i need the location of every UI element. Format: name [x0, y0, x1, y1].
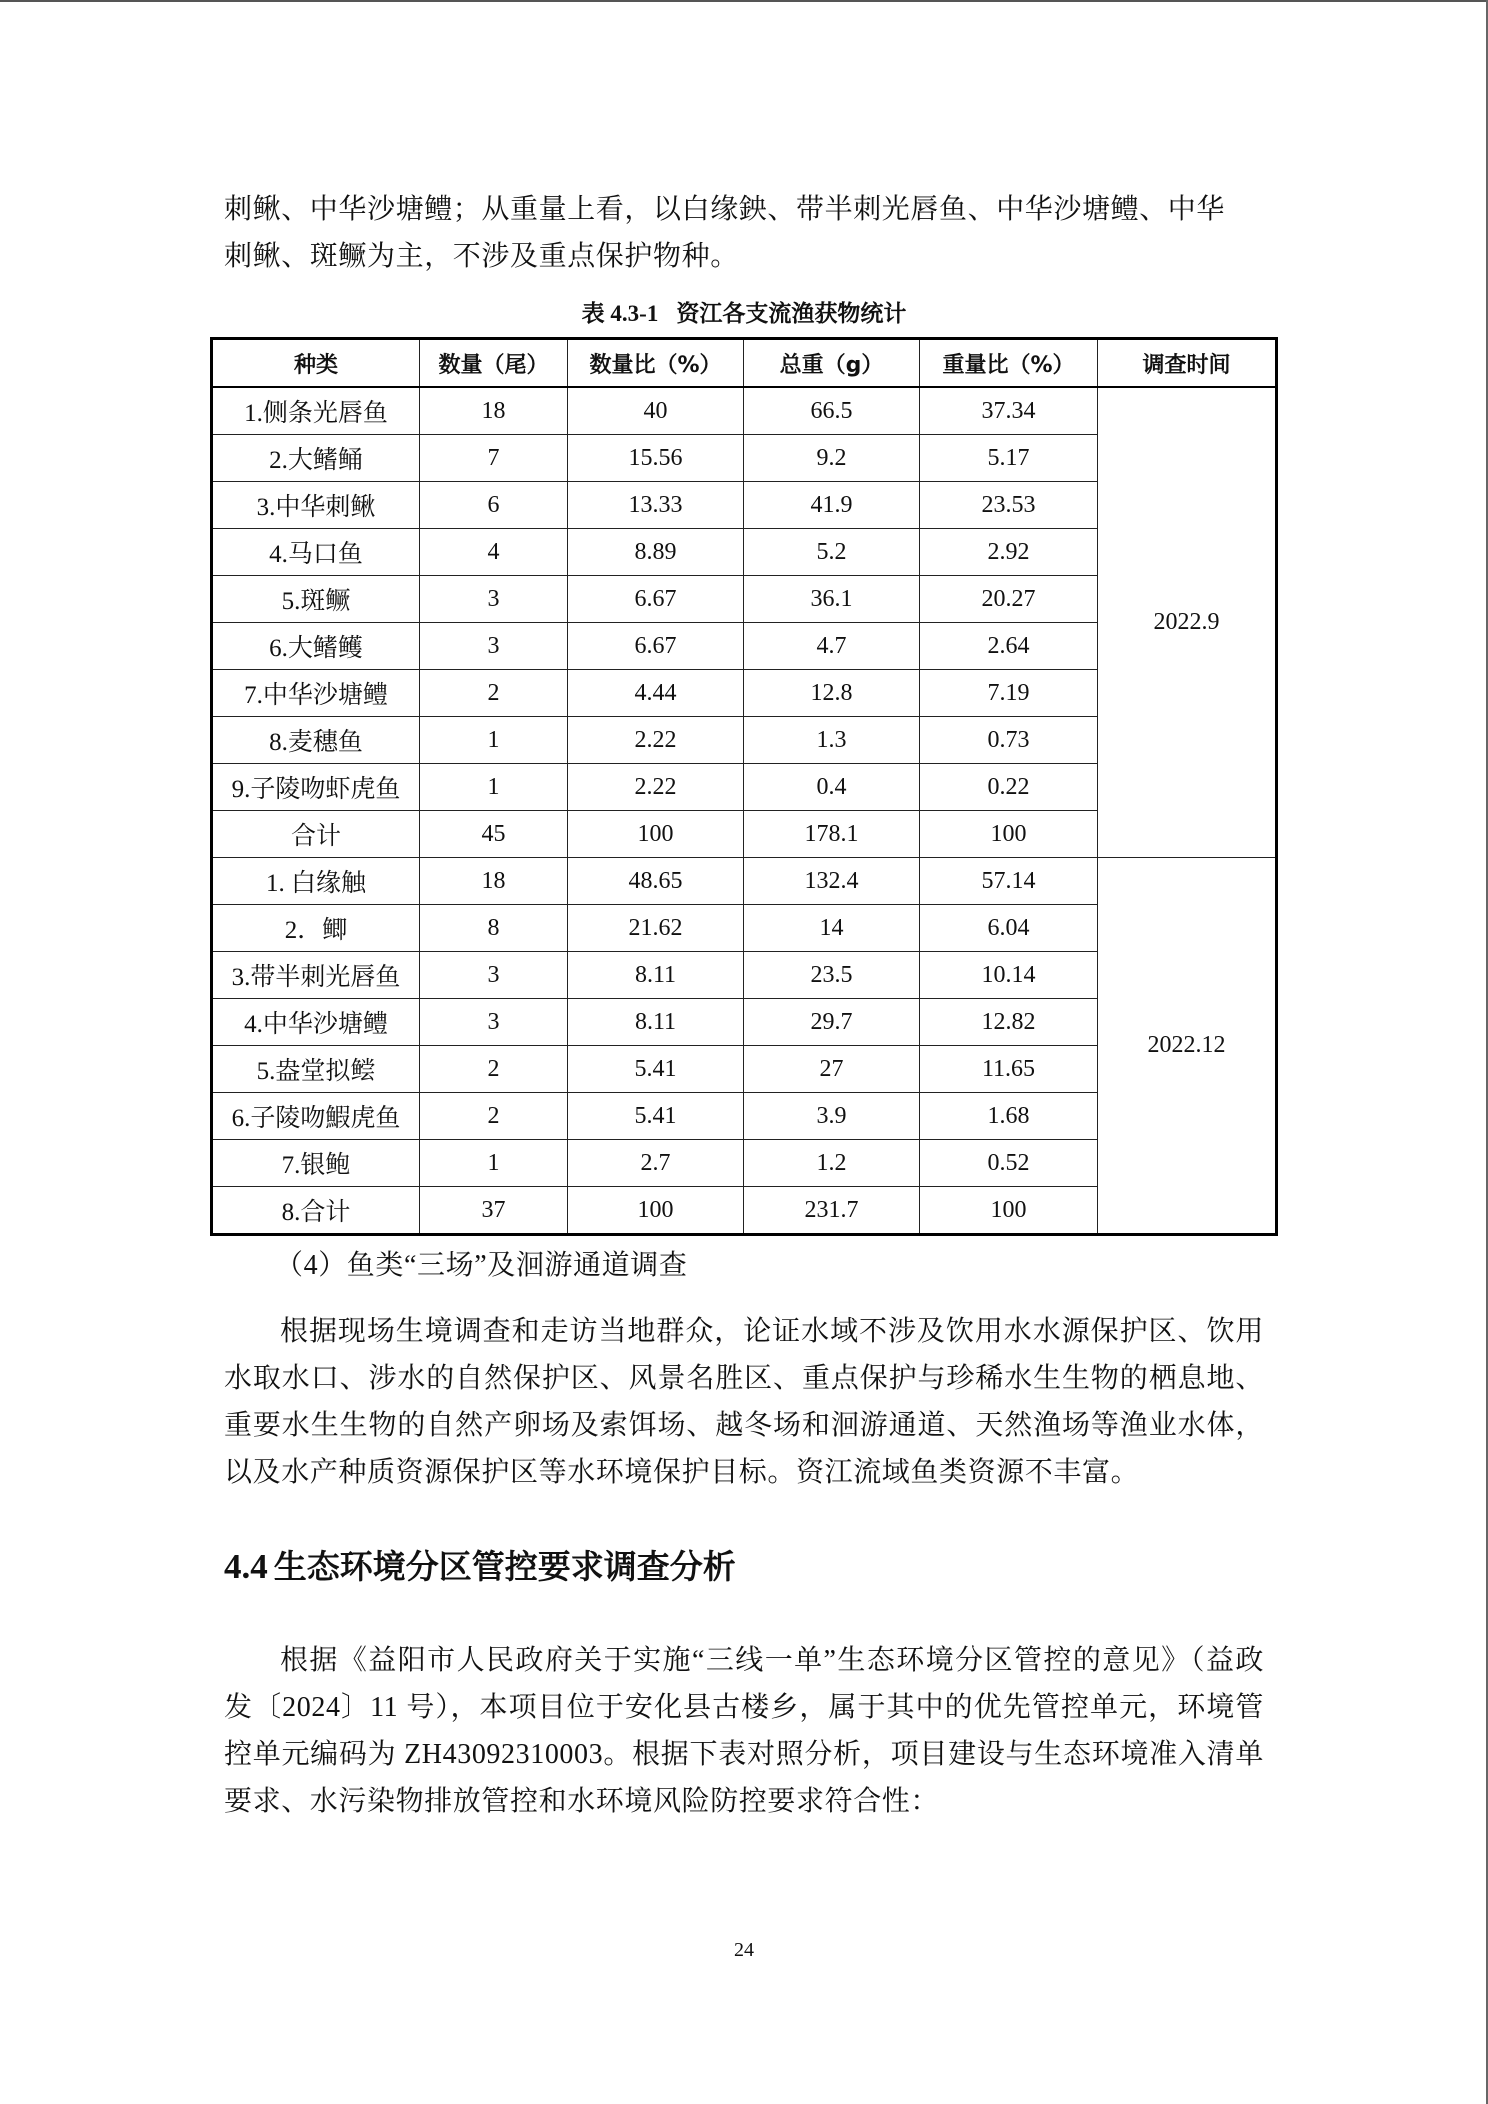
- subsection-title: （4）鱼类“三场”及洄游通道调查: [275, 1250, 688, 1281]
- count-ratio-cell: 2.7: [568, 1140, 744, 1187]
- total-weight-cell: 41.9: [744, 482, 920, 529]
- table-caption-title: 资江各支流渔获物统计: [676, 301, 907, 327]
- count-ratio-cell: 8.89: [568, 529, 744, 576]
- weight-ratio-cell: 2.92: [920, 529, 1098, 576]
- weight-ratio-cell: 0.73: [920, 717, 1098, 764]
- table-row: [212, 858, 1277, 905]
- count-cell: 18: [420, 387, 568, 435]
- total-weight-cell: 23.5: [744, 952, 920, 999]
- zoning-paragraph: 根据《益阳市人民政府关于实施“三线一单”生态环境分区管控的意见》（益政发〔2024〕11 号），本项目位于安化县古楼乡，属于其中的优先管控单元，环境管控单元编码为 ZH43092310003。根据下表对照分析，项目建设与生态环境准入清单要求、水污染物排放管控和水环境风险防控要求符合性：: [224, 1645, 1264, 1817]
- count-ratio-cell: 5.41: [568, 1093, 744, 1140]
- count-ratio-cell: 6.67: [568, 576, 744, 623]
- page-edge-top: [0, 0, 1488, 2]
- count-ratio-cell: 48.65: [568, 858, 744, 905]
- count-ratio-cell: 15.56: [568, 435, 744, 482]
- count-cell: 3: [420, 999, 568, 1046]
- count-cell: 2: [420, 670, 568, 717]
- header-count: 数量（尾）: [420, 339, 568, 388]
- count-cell: 45: [420, 811, 568, 858]
- count-cell: 1: [420, 1140, 568, 1187]
- section-number: 4.4: [224, 1547, 268, 1586]
- species-cell: 6.子陵吻鰕虎鱼: [212, 1093, 420, 1140]
- count-ratio-cell: 100: [568, 1187, 744, 1235]
- header-survey-time: 调查时间: [1098, 339, 1277, 388]
- weight-ratio-cell: 37.34: [920, 387, 1098, 435]
- total-weight-cell: 29.7: [744, 999, 920, 1046]
- count-cell: 6: [420, 482, 568, 529]
- species-cell: 3.带半刺光唇鱼: [212, 952, 420, 999]
- total-weight-cell: 27: [744, 1046, 920, 1093]
- weight-ratio-cell: 12.82: [920, 999, 1098, 1046]
- section-heading: [224, 1545, 736, 1589]
- count-cell: 1: [420, 764, 568, 811]
- weight-ratio-cell: 1.68: [920, 1093, 1098, 1140]
- header-total-weight: 总重（g）: [744, 339, 920, 388]
- weight-ratio-cell: 100: [920, 1187, 1098, 1235]
- intro-line-2: 刺鳅、斑鳜为主，不涉及重点保护物种。: [224, 241, 739, 272]
- weight-ratio-cell: 2.64: [920, 623, 1098, 670]
- table-row: [212, 387, 1277, 435]
- count-ratio-cell: 100: [568, 811, 744, 858]
- count-cell: 2: [420, 1046, 568, 1093]
- count-cell: 2: [420, 1093, 568, 1140]
- header-weight-ratio: 重量比（%）: [920, 339, 1098, 388]
- total-weight-cell: 9.2: [744, 435, 920, 482]
- total-weight-cell: 132.4: [744, 858, 920, 905]
- species-cell: 8.麦穗鱼: [212, 717, 420, 764]
- species-cell: 7.中华沙塘鳢: [212, 670, 420, 717]
- weight-ratio-cell: 5.17: [920, 435, 1098, 482]
- weight-ratio-cell: 7.19: [920, 670, 1098, 717]
- species-cell: 9.子陵吻虾虎鱼: [212, 764, 420, 811]
- weight-ratio-cell: 57.14: [920, 858, 1098, 905]
- total-weight-cell: 0.4: [744, 764, 920, 811]
- header-species: 种类: [212, 339, 420, 388]
- count-cell: 3: [420, 623, 568, 670]
- table-caption-number: 表 4.3-1: [581, 301, 659, 326]
- count-ratio-cell: 4.44: [568, 670, 744, 717]
- count-ratio-cell: 6.67: [568, 623, 744, 670]
- total-weight-cell: 3.9: [744, 1093, 920, 1140]
- count-ratio-cell: 21.62: [568, 905, 744, 952]
- intro-line-1: 刺鳅、中华沙塘鳢；从重量上看，以白缘鉠、带半刺光唇鱼、中华沙塘鳢、中华: [224, 194, 1226, 225]
- count-cell: 37: [420, 1187, 568, 1235]
- weight-ratio-cell: 0.22: [920, 764, 1098, 811]
- species-cell: 4.马口鱼: [212, 529, 420, 576]
- count-cell: 8: [420, 905, 568, 952]
- total-weight-cell: 231.7: [744, 1187, 920, 1235]
- total-weight-cell: 14: [744, 905, 920, 952]
- table-header-row: [212, 339, 1277, 388]
- count-cell: 3: [420, 952, 568, 999]
- count-cell: 3: [420, 576, 568, 623]
- species-cell: 8.合计: [212, 1187, 420, 1235]
- total-weight-cell: 5.2: [744, 529, 920, 576]
- species-cell: 合计: [212, 811, 420, 858]
- total-weight-cell: 1.3: [744, 717, 920, 764]
- total-weight-cell: 4.7: [744, 623, 920, 670]
- species-cell: 4.中华沙塘鳢: [212, 999, 420, 1046]
- species-cell: 1.侧条光唇鱼: [212, 387, 420, 435]
- total-weight-cell: 66.5: [744, 387, 920, 435]
- total-weight-cell: 12.8: [744, 670, 920, 717]
- count-cell: 4: [420, 529, 568, 576]
- species-cell: 2．鲫: [212, 905, 420, 952]
- count-ratio-cell: 2.22: [568, 717, 744, 764]
- survey-time-cell: 2022.9: [1098, 387, 1277, 858]
- count-ratio-cell: 8.11: [568, 999, 744, 1046]
- weight-ratio-cell: 20.27: [920, 576, 1098, 623]
- section-title: 生态环境分区管控要求调查分析: [273, 1547, 736, 1586]
- count-cell: 18: [420, 858, 568, 905]
- species-cell: 5.斑鳜: [212, 576, 420, 623]
- survey-time-cell: 2022.12: [1098, 858, 1277, 1235]
- weight-ratio-cell: 6.04: [920, 905, 1098, 952]
- species-cell: 2.大鳍鲬: [212, 435, 420, 482]
- count-ratio-cell: 5.41: [568, 1046, 744, 1093]
- count-cell: 7: [420, 435, 568, 482]
- weight-ratio-cell: 23.53: [920, 482, 1098, 529]
- species-cell: 7.银鲍: [212, 1140, 420, 1187]
- weight-ratio-cell: 0.52: [920, 1140, 1098, 1187]
- table-caption: [0, 298, 1488, 330]
- species-cell: 6.大鳍鳠: [212, 623, 420, 670]
- weight-ratio-cell: 10.14: [920, 952, 1098, 999]
- weight-ratio-cell: 11.65: [920, 1046, 1098, 1093]
- species-cell: 5.盎堂拟鲿: [212, 1046, 420, 1093]
- species-cell: 3.中华刺鳅: [212, 482, 420, 529]
- header-count-ratio: 数量比（%）: [568, 339, 744, 388]
- count-ratio-cell: 8.11: [568, 952, 744, 999]
- total-weight-cell: 1.2: [744, 1140, 920, 1187]
- count-ratio-cell: 2.22: [568, 764, 744, 811]
- total-weight-cell: 36.1: [744, 576, 920, 623]
- total-weight-cell: 178.1: [744, 811, 920, 858]
- weight-ratio-cell: 100: [920, 811, 1098, 858]
- fish-catch-table: [210, 337, 1278, 1236]
- page-number: 24: [734, 1939, 754, 1961]
- habitat-paragraph: 根据现场生境调查和走访当地群众，论证水域不涉及饮用水水源保护区、饮用水取水口、涉水的自然保护区、风景名胜区、重点保护与珍稀水生生物的栖息地、重要水生生物的自然产卵场及索饵场、越冬场和洄游通道、天然渔场等渔业水体，以及水产种质资源保护区等水环境保护目标。资江流域鱼类资源不丰富。: [224, 1316, 1264, 1488]
- count-ratio-cell: 13.33: [568, 482, 744, 529]
- species-cell: 1. 白缘触: [212, 858, 420, 905]
- count-cell: 1: [420, 717, 568, 764]
- count-ratio-cell: 40: [568, 387, 744, 435]
